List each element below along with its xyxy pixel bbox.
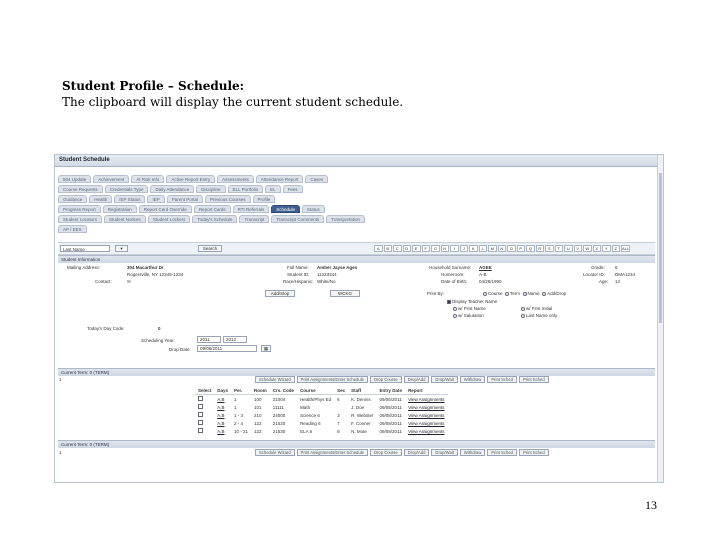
column-header[interactable]: Staff	[348, 387, 376, 395]
tab-row	[58, 215, 365, 223]
report-cell[interactable]: View Assignments	[408, 412, 445, 418]
scheduling-year-from[interactable]: 2011	[197, 336, 221, 343]
staff-cell: J. Doe	[351, 404, 365, 410]
vertical-scrollbar[interactable]	[657, 155, 663, 482]
date-cell: 09/06/2011	[379, 404, 402, 410]
column-header[interactable]: Select	[195, 387, 214, 395]
schedule-table	[195, 387, 448, 435]
column-header[interactable]: Course	[297, 387, 334, 395]
alpha-filter-q[interactable]: Q	[526, 245, 535, 252]
add-stop-button[interactable]: Add/Stop	[265, 290, 295, 297]
column-header[interactable]: Sec	[334, 387, 348, 395]
column-header[interactable]: Crs. Code	[270, 387, 297, 395]
tab-row	[58, 225, 87, 233]
first-initial-radio[interactable]	[521, 307, 525, 311]
action-schedule-wizard[interactable]: Schedule Wizard	[255, 449, 295, 456]
table-row	[195, 395, 448, 404]
action-withdraw[interactable]: Withdraw	[460, 376, 485, 383]
action-drop-course[interactable]: Drop Course	[370, 376, 402, 383]
alpha-filter-s[interactable]: S	[545, 245, 554, 252]
course-cell: Math	[300, 404, 311, 410]
tab-parent-portal[interactable]: Parent Portal	[167, 195, 203, 203]
tab-health[interactable]: Health	[89, 195, 112, 203]
per-cell: 1	[234, 404, 237, 410]
display-teacher-option	[447, 299, 497, 304]
sec-cell: 8	[337, 428, 340, 434]
dob-label: Date of Birth:	[441, 279, 468, 284]
schedule-actions	[255, 376, 549, 383]
current-term-footer-header: Current Term: 0 (TERM)	[58, 440, 655, 448]
homeroom-label: Homeroom:	[441, 272, 465, 277]
per-cell: 10 - 21	[234, 428, 249, 434]
tab-row	[58, 205, 325, 213]
term-count-footer: 1	[59, 450, 62, 455]
salutation-option	[453, 313, 484, 318]
tab-assessments[interactable]: Assessments	[217, 175, 254, 183]
term-count: 1	[59, 377, 62, 382]
contact-icon[interactable]: ✉	[127, 279, 131, 284]
alpha-filter-i[interactable]: I	[450, 245, 459, 252]
tab-iep-status[interactable]: IEP Status	[114, 195, 145, 203]
tab-at-risk-info[interactable]: At Risk Info	[131, 175, 164, 183]
window-title: Student Schedule	[55, 155, 663, 167]
days-cell[interactable]: A,B	[217, 396, 225, 402]
alpha-filter-o[interactable]: O	[507, 245, 516, 252]
course-cell: ELA 6	[300, 428, 313, 434]
tab-active-report-entry[interactable]: Active Report Entry	[166, 175, 215, 183]
race-value: White/No	[317, 279, 336, 284]
last-name-only-option	[521, 313, 557, 318]
table-row	[195, 419, 448, 427]
mailing-address: 304 Macarthur Dr	[127, 265, 164, 270]
action-print-sched[interactable]: Print Sched	[487, 376, 517, 383]
course-cell: Health/Phys Ed	[300, 396, 332, 402]
tab-transcript-comments[interactable]: Transcript Comments	[271, 215, 324, 223]
sec-cell: 6	[337, 396, 340, 402]
tab-ap-ees[interactable]: AP / EES	[58, 225, 87, 233]
action-print-sched[interactable]: Print Sched	[519, 449, 549, 456]
tab-discipline[interactable]: Discipline	[196, 185, 225, 193]
page-number: 13	[645, 498, 657, 512]
tab-credentials-type[interactable]: Credentials Type	[105, 185, 149, 193]
course-cell: Reading 6	[300, 420, 321, 426]
room-cell: 100	[254, 396, 262, 402]
schedule-actions-footer	[255, 449, 549, 456]
alpha-filter-z[interactable]: Z	[612, 245, 621, 252]
staff-cell: R. Webster	[351, 412, 374, 418]
alpha-filter-d[interactable]: D	[403, 245, 412, 252]
scheduling-year-label: Scheduling Year:	[141, 338, 175, 343]
grade: 6	[615, 265, 618, 270]
action-print-assignments-enter-schedule[interactable]: Print Assignments/Enter Schedule	[297, 449, 368, 456]
surname-label: Household Surname:	[429, 265, 472, 270]
search-button[interactable]: Search	[198, 245, 222, 252]
alpha-filter-k[interactable]: K	[469, 245, 478, 252]
row-select-checkbox[interactable]	[198, 412, 203, 417]
alpha-filter-h[interactable]: H	[441, 245, 450, 252]
age: 12	[615, 279, 621, 284]
sec-cell: 3	[337, 412, 340, 418]
sec-cell: 7	[337, 420, 340, 426]
report-cell[interactable]: View Assignments	[408, 404, 445, 410]
tab-daily-attendance[interactable]: Daily Attendance	[150, 185, 194, 193]
column-header[interactable]: Days	[214, 387, 231, 395]
tab-status[interactable]: Status	[302, 205, 325, 213]
action-drop-wait[interactable]: Drop/Wait	[431, 449, 457, 456]
select-cell	[195, 403, 214, 411]
staff-cell: N. Mote	[351, 428, 367, 434]
tab-achievement[interactable]: Achievement	[93, 175, 129, 183]
print-option-label: Course	[488, 291, 503, 296]
code-cell: 21530	[272, 428, 286, 434]
print-add-drop-radio[interactable]	[542, 292, 546, 296]
alpha-filter-l[interactable]: L	[479, 245, 488, 252]
table-row	[195, 403, 448, 411]
row-select-checkbox[interactable]	[198, 404, 203, 409]
tab-iep[interactable]: IEP	[147, 195, 164, 203]
homeroom: A-B	[479, 272, 487, 277]
print-name-radio[interactable]	[523, 292, 527, 296]
wckg-button[interactable]: WCKG	[330, 290, 360, 297]
age-label: Age:	[599, 279, 609, 284]
tab-report-cards[interactable]: Report Cards	[194, 205, 231, 213]
first-initial-option	[521, 306, 552, 311]
table-row	[195, 427, 448, 435]
first-name-radio[interactable]	[453, 307, 457, 311]
tab-row	[58, 195, 275, 203]
alpha-filter-e[interactable]: E	[412, 245, 421, 252]
action-print-sched[interactable]: Print Sched	[519, 376, 549, 383]
tab-profile[interactable]: Profile	[253, 195, 276, 203]
contact-label: Contact:	[95, 279, 112, 284]
last-name-only-radio[interactable]	[521, 314, 525, 318]
drop-date-input[interactable]: 09/06/2011	[197, 345, 257, 352]
column-header[interactable]: Entry Date	[377, 387, 406, 395]
action-drop-course[interactable]: Drop Course	[370, 449, 402, 456]
alpha-filter-r[interactable]: R	[536, 245, 545, 252]
days-cell[interactable]: A,B	[217, 412, 225, 418]
print-course-radio[interactable]	[483, 292, 487, 296]
print-option-label: Add/Drop	[547, 291, 567, 296]
locator: DMA1234	[615, 272, 636, 277]
sec-cell	[334, 403, 348, 411]
drop-date-label: Drop Date:	[169, 347, 191, 352]
print-option-label: Name	[527, 291, 540, 296]
search-toolbar	[58, 242, 655, 255]
action-schedule-wizard[interactable]: Schedule Wizard	[255, 376, 295, 383]
action-print-sched[interactable]: Print Sched	[487, 449, 517, 456]
print-by-label: Print By:	[427, 291, 445, 296]
room-cell: 122	[254, 420, 262, 426]
tab-today-s-schedule[interactable]: Today's Schedule	[192, 215, 237, 223]
slide-description: The clipboard will display the current student schedule.	[62, 95, 404, 109]
staff-cell: K. Dennis	[351, 396, 371, 402]
report-cell[interactable]: View Assignments	[408, 396, 445, 402]
tab-ell-portfolio[interactable]: ELL Portfolio	[228, 185, 264, 193]
alpha-filter-a[interactable]: A	[374, 245, 383, 252]
student-id: 11223344	[317, 272, 337, 277]
alpha-filter-y[interactable]: Y	[602, 245, 611, 252]
full-name-label: Full Name:	[287, 265, 309, 270]
salutation-radio[interactable]	[453, 314, 457, 318]
tab-registration[interactable]: Registration	[103, 205, 137, 213]
date-cell: 09/08/2011	[379, 412, 402, 418]
alpha-filter-f[interactable]: F	[422, 245, 431, 252]
room-cell: 101	[254, 404, 262, 410]
alpha-filter-w[interactable]: W	[583, 245, 592, 252]
display-teacher-checkbox[interactable]	[447, 300, 451, 304]
print-option-label: Term	[510, 291, 521, 296]
column-header[interactable]: Per.	[231, 387, 251, 395]
row-select-checkbox[interactable]	[198, 396, 203, 401]
student-info-header: Student Information	[58, 255, 655, 263]
staff-cell: F. Conner	[351, 420, 371, 426]
tab-transportation[interactable]: Transportation	[326, 215, 365, 223]
display-option-label: w/ First Initial	[526, 306, 553, 311]
first-name-option	[453, 306, 486, 311]
tab-504-update[interactable]: 504 Update	[58, 175, 91, 183]
column-header[interactable]: Room	[251, 387, 270, 395]
tab-student-lockers[interactable]: Student Lockers	[148, 215, 191, 223]
days-code-label: Today's Day Code:	[87, 326, 125, 331]
row-select-checkbox[interactable]	[198, 420, 203, 425]
tab-row	[58, 185, 303, 193]
tab-cases[interactable]: Cases	[305, 175, 328, 183]
row-select-checkbox[interactable]	[198, 428, 203, 433]
per-cell: 2 - 4	[234, 420, 244, 426]
per-cell: 1	[234, 396, 237, 402]
tab-student-notices[interactable]: Student Notices	[104, 215, 146, 223]
tab-row	[58, 175, 328, 183]
code-cell: 11111	[272, 404, 284, 410]
tab-guidance[interactable]: Guidance	[58, 195, 87, 203]
report-cell[interactable]: View Assignments	[408, 428, 445, 434]
alpha-filter-v[interactable]: V	[574, 245, 583, 252]
surname[interactable]: AGEE	[479, 265, 492, 270]
action-drop-wait[interactable]: Drop/Wait	[431, 376, 457, 383]
tab-previous-courses[interactable]: Previous Courses	[205, 195, 251, 203]
days-cell[interactable]: A,B	[217, 420, 225, 426]
print-term-radio[interactable]	[505, 292, 509, 296]
select-cell	[195, 395, 214, 404]
alpha-filter-j[interactable]: J	[460, 245, 469, 252]
full-name: Amber Jayse Ages	[317, 265, 358, 270]
code-cell: 21004	[272, 396, 286, 402]
alpha-filter-p[interactable]: P	[517, 245, 526, 252]
tab-fees[interactable]: Fees	[283, 185, 303, 193]
action-drop-add[interactable]: Drop/Add	[404, 376, 430, 383]
student-id-label: Student ID:	[287, 272, 310, 277]
locator-label: Locator ID:	[583, 272, 606, 277]
alpha-filter-n[interactable]: N	[498, 245, 507, 252]
column-header[interactable]: Report	[405, 387, 447, 395]
alpha-filter-b[interactable]: B	[384, 245, 393, 252]
alphabet-filter	[374, 245, 630, 252]
print-by-options	[483, 291, 566, 296]
tab-el[interactable]: EL	[265, 185, 281, 193]
current-term-header: Current Term: 0 (TERM)	[58, 368, 655, 376]
days-cell[interactable]: A,B	[217, 428, 225, 434]
alpha-filter-all[interactable]: ALL	[622, 246, 630, 251]
tab-report-card-override[interactable]: Report Card Override	[139, 205, 192, 213]
display-option-label: w/ Salutation	[458, 313, 484, 318]
action-drop-add[interactable]: Drop/Add	[404, 449, 430, 456]
room-cell: 122	[254, 428, 262, 434]
select-cell	[195, 411, 214, 419]
alpha-filter-m[interactable]: M	[488, 245, 497, 252]
race-label: Race/Hispanic:	[283, 279, 314, 284]
tab-schedule[interactable]: Schedule	[271, 205, 300, 213]
tab-student-locators[interactable]: Student Locators	[58, 215, 102, 223]
mailing-address-label: Mailing Address:	[67, 265, 101, 270]
tab-course-requests[interactable]: Course Requests	[58, 185, 103, 193]
select-cell	[195, 419, 214, 427]
room-cell: 210	[254, 412, 262, 418]
action-print-assignments-enter-schedule[interactable]: Print Assignments/Enter Schedule	[297, 376, 368, 383]
grade-label: Grade:	[591, 265, 605, 270]
per-cell: 1 - 3	[234, 412, 244, 418]
dob: 04/28/1990	[479, 279, 502, 284]
slide-heading: Student Profile – Schedule:	[62, 79, 245, 93]
report-cell[interactable]: View Assignments	[408, 420, 445, 426]
course-cell: Science 6	[300, 412, 320, 418]
alpha-filter-x[interactable]: X	[593, 245, 602, 252]
alpha-filter-g[interactable]: G	[431, 245, 440, 252]
code-cell: 24000	[272, 412, 286, 418]
display-option-label: w/ First Name	[458, 306, 486, 311]
select-cell	[195, 427, 214, 435]
city-line: Rogersville, NY 12345-1234	[127, 272, 184, 277]
tab-progress-report[interactable]: Progress Report	[58, 205, 101, 213]
tab-attendance-report[interactable]: Attendance Report	[256, 175, 304, 183]
days-code: 0	[158, 326, 161, 331]
display-option-label: Display Teacher Name	[452, 299, 498, 304]
tab-rti-referrals[interactable]: RTI Referrals	[233, 205, 270, 213]
date-cell: 09/08/2011	[379, 420, 402, 426]
action-withdraw[interactable]: Withdraw	[460, 449, 485, 456]
days-cell[interactable]: A,B	[217, 404, 225, 410]
date-cell: 09/08/2011	[379, 428, 402, 434]
display-option-label: Last Name only	[526, 313, 558, 318]
search-field-select[interactable]: Last Name	[60, 245, 110, 252]
scheduling-year-to[interactable]: 2012	[223, 336, 247, 343]
code-cell: 21520	[272, 420, 286, 426]
screenshot-panel	[54, 154, 664, 483]
dropdown-icon[interactable]: ▾	[115, 245, 128, 252]
alpha-filter-c[interactable]: C	[393, 245, 402, 252]
calendar-icon[interactable]: ▦	[261, 345, 271, 352]
alpha-filter-t[interactable]: T	[555, 245, 564, 252]
table-row	[195, 411, 448, 419]
date-cell: 09/06/2011	[379, 396, 402, 402]
alpha-filter-u[interactable]: U	[564, 245, 573, 252]
tab-transcript[interactable]: Transcript	[239, 215, 269, 223]
